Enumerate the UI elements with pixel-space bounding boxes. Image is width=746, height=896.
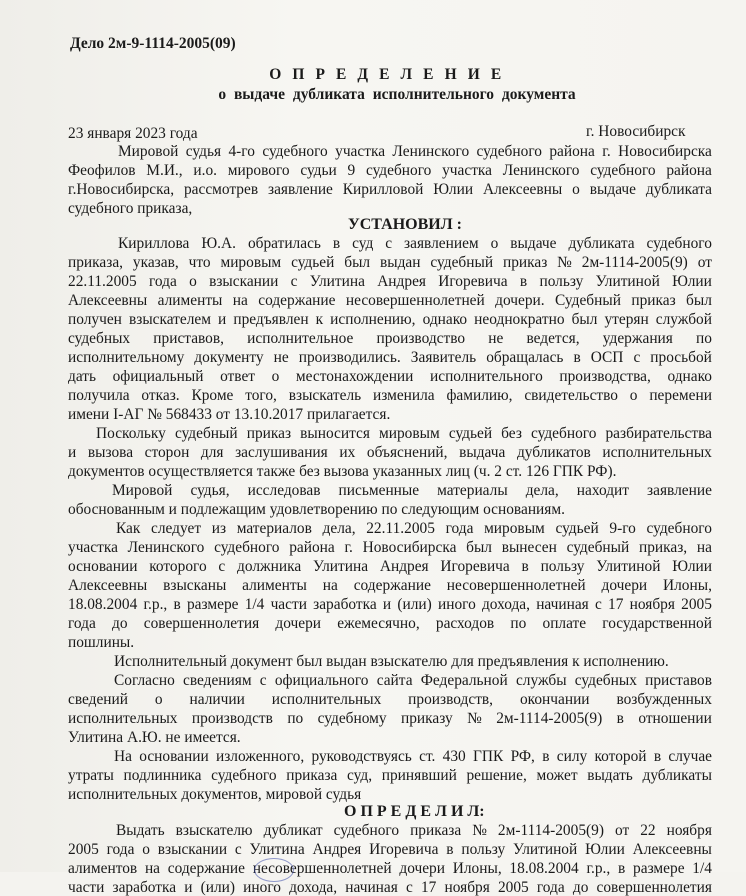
text-line: исполнительному документу не производились. Заявитель обращалась в ОСП с просьбой	[68, 349, 712, 366]
text-line: г.Новосибирска, рассмотрев заявление Кирилловой Юлии Алексеевны о выдаче дубликата	[68, 181, 712, 198]
text-line: На основании изложенного, руководствуясь ст. 430 ГПК РФ, в силу которой в случае	[114, 748, 712, 765]
text-line: основании которого с должника Улитина Андрея Игоревича в пользу Улитиной Юлии	[68, 558, 712, 575]
case-number: Дело 2м-9-1114-2005(09)	[70, 35, 236, 52]
text-line: обоснованным и подлежащим удовлетворению по следующим основаниям.	[68, 501, 565, 518]
text-line: Согласно сведениям с официального сайта Федеральной службы судебных приставов	[114, 672, 712, 689]
text-line: Мировой судья 4-го судебного участка Ленинского судебного района г. Новосибирска	[118, 143, 712, 160]
text-line: получен взыскателем и предъявлен к исполнению, однако неоднократно был утерян службой	[68, 311, 712, 328]
text-line: пошлины.	[68, 634, 135, 651]
text-line: Кириллова Ю.А. обратилась в суд с заявлением о выдаче дубликата судебного	[118, 235, 712, 252]
text-line: документов осуществляется также без вызова указанных лиц (ч. 2 ст. 126 ГПК РФ).	[68, 463, 617, 480]
text-line: 2005 года о взыскании с Улитина Андрея Игоревича в пользу Улитиной Юлии Алексеевны	[68, 841, 712, 858]
text-line: Поскольку судебный приказ выносится мировым судьей без судебного разбирательства	[96, 425, 712, 442]
text-line: судебных приставов, исполнительное производство не ведется, удержания по	[68, 330, 712, 347]
text-line: имени I-АГ № 568433 от 13.10.2017 прилагается.	[68, 406, 391, 423]
text-line: судебного приказа,	[68, 200, 193, 217]
text-line: Исполнительный документ был выдан взыскателю для предъявления к исполнению.	[114, 653, 669, 670]
heading-established: УСТАНОВИЛ :	[348, 216, 462, 233]
document-subtitle: о выдаче дубликата исполнительного документа	[218, 86, 576, 103]
text-line: Как следует из материалов дела, 22.11.2005 года мировым судьей 9-го судебного	[116, 520, 712, 537]
text-line: Улитина А.Ю. не имеется.	[68, 729, 241, 746]
text-line: года до совершеннолетия дочери ежемесячно, расходов по оплате государственной	[68, 615, 712, 632]
text-line: исполнительных производств по судебному приказу № 2м-1114-2005(9) в отношении	[68, 710, 712, 727]
heading-decided: О П Р Е Д Е Л И Л:	[344, 803, 485, 820]
text-line: и вызова сторон для заслушивания их объяснений, выдача дубликатов исполнительных	[68, 444, 712, 461]
text-line: дать официальный ответ о местонахождении исполнительного производства, однако	[68, 368, 712, 385]
text-line: алиментов на содержание несовершеннолетней дочери Илоны, 18.08.2004 г.р., в размере 1/4	[68, 860, 712, 877]
text-line: приказа, указав, что мировым судьей был выдан судебный приказ № 2м-1114-2005(9) от	[68, 254, 712, 271]
text-line: Феофилов М.И., и.о. мирового судьи 9 судебного участка Ленинского судебного района	[68, 162, 712, 179]
text-line: Алексеевны взысканы алименты на содержание несовершеннолетней дочери Илоны,	[68, 577, 712, 594]
text-line: сведений о наличии исполнительных производств, окончании возбужденных	[68, 691, 712, 708]
text-line: утраты подлинника судебного приказа суд, принявший решение, может выдать дубликаты	[68, 767, 712, 784]
text-line: исполнительных документов, мировой судья	[68, 786, 362, 803]
text-line: 22.11.2005 года о взыскании с Улитина Андрея Игоревича в пользу Улитиной Юлии	[68, 273, 712, 290]
text-line: участка Ленинского судебного района г. Новосибирска был вынесен судебный приказ, на	[68, 539, 712, 556]
text-line: Выдать взыскателю дубликат судебного приказа № 2м-1114-2005(9) от 22 ноября	[116, 822, 712, 839]
text-line: получила отказ. Кроме того, взыскатель изменила фамилию, свидетельство о перемени	[68, 387, 712, 404]
text-line: 18.08.2004 г.р., в размере 1/4 части заработка и (или) иного дохода, начиная с 17 ноября 2005	[68, 596, 712, 613]
document-city: г. Новосибирск	[586, 123, 686, 140]
document-date: 23 января 2023 года	[68, 125, 198, 142]
document-title: О П Р Е Д Е Л Е Н И Е	[269, 66, 505, 83]
stamp-mark	[254, 858, 294, 882]
text-line: Мировой судья, исследовав письменные материалы дела, находит заявление	[112, 482, 712, 499]
text-line: части заработка и (или) иного дохода, начиная с 17 ноября 2005 года до совершеннолетия	[68, 879, 712, 896]
text-line: Алексеевны алименты на содержание несовершеннолетней дочери. Судебный приказ был	[68, 292, 712, 309]
